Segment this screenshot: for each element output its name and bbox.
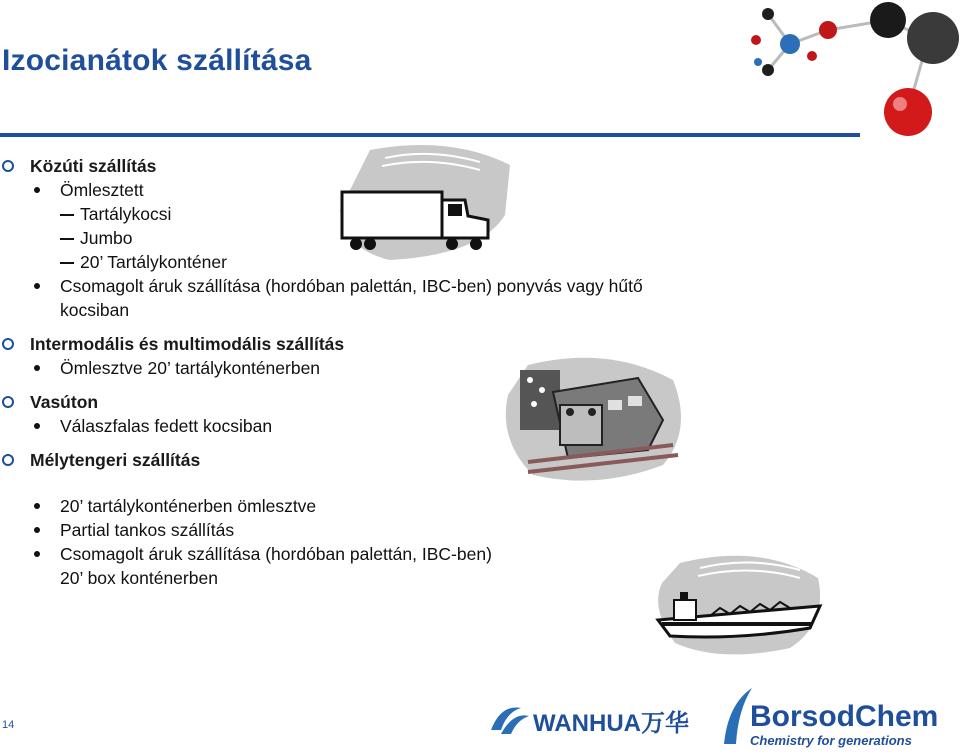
dot-bullet-icon [34,503,40,509]
borsodchem-tagline: Chemistry for generations [750,733,912,748]
ring-bullet-icon [2,338,14,350]
list-item: 20’ tartálykonténerben ömlesztve [0,494,800,518]
ring-bullet-icon [2,160,14,172]
sub-item: 20’ Tartálykonténer [0,250,800,274]
molecule-icon [728,0,960,146]
dash-bullet-icon [60,214,74,216]
list-item: Csomagolt áruk szállítása (hordóban palettán, IBC-ben) [0,542,800,566]
wanhua-wordmark: WANHUA万华 [533,710,689,737]
dot-bullet-icon [34,423,40,429]
borsodchem-wordmark: BorsodChem [750,700,939,733]
list-item: Ömlesztve 20’ tartálykonténerben [0,356,800,380]
sub-item: Tartálykocsi [0,202,800,226]
page-number: 14 [2,719,15,731]
section-intermodal: Intermodális és multimodális szállítás [0,332,800,356]
ring-bullet-icon [2,454,14,466]
borsodchem-logo [722,684,958,750]
dot-bullet-icon [34,365,40,371]
road-heading: Közúti szállítás [30,156,157,176]
section-rail: Vasúton [0,390,800,414]
ship-icon [650,548,830,663]
dot-bullet-icon [34,551,40,557]
list-item: Ömlesztett [0,178,800,202]
dash-bullet-icon [60,262,74,264]
list-item: Csomagolt áruk szállítása (hordóban palettán, IBC-ben) ponyvás vagy hűtő [0,274,800,298]
sub-item: Jumbo [0,226,800,250]
dash-bullet-icon [60,238,74,240]
list-item: Partial tankos szállítás [0,518,800,542]
truck-icon [330,140,520,270]
dot-bullet-icon [34,527,40,533]
page-title: Izocianátok szállítása [2,44,312,77]
wanhua-logo [487,700,697,740]
section-sea: Mélytengeri szállítás [0,448,800,472]
list-item-continuation: kocsiban [60,300,130,320]
list-item: Válaszfalas fedett kocsiban [0,414,800,438]
train-icon [498,350,693,490]
dot-bullet-icon [34,187,40,193]
dot-bullet-icon [34,283,40,289]
list-item-continuation: 20’ box konténerben [60,568,218,588]
ring-bullet-icon [2,396,14,408]
